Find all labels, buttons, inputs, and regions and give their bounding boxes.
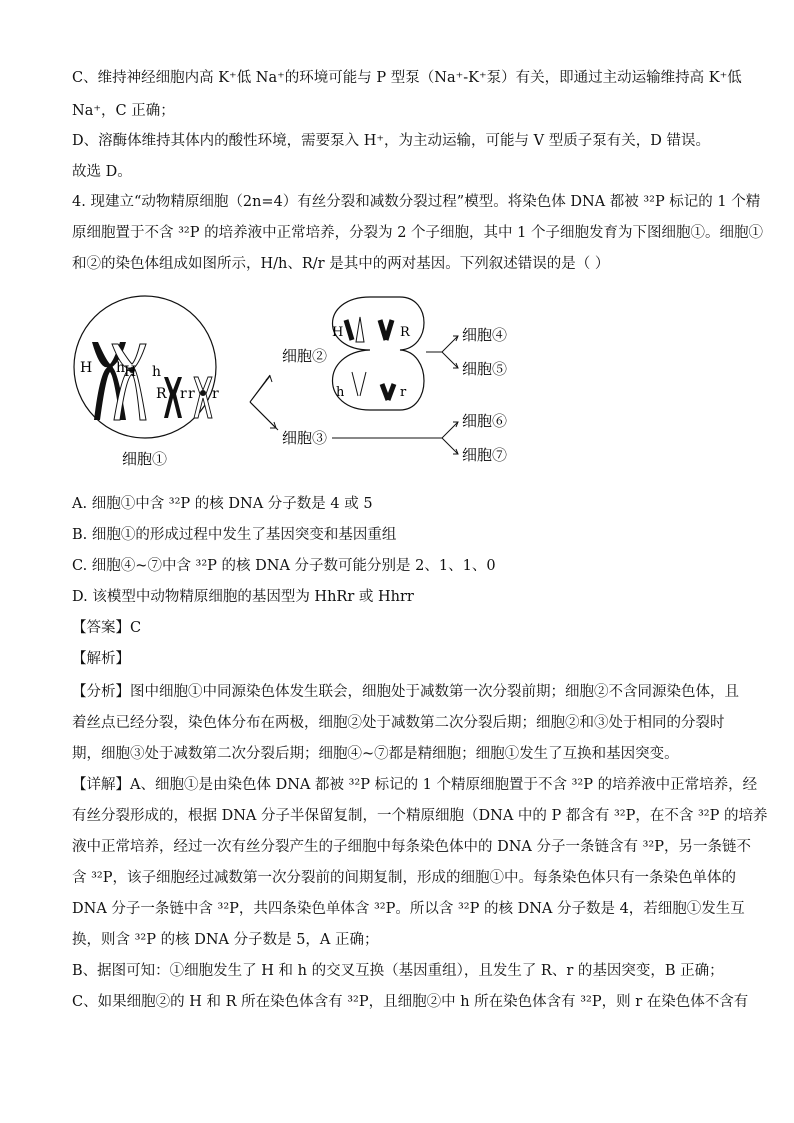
gene-r-label: r xyxy=(180,386,187,402)
text-line-1: C、维持神经细胞内高 K⁺低 Na⁺的环境可能与 P 型泵（Na⁺-K⁺泵）有关，即通过主动运输维持高 K⁺低 xyxy=(72,70,742,86)
cell-4-label: 细胞④ xyxy=(462,326,508,344)
analysis-line-3: 期，细胞③处于减数第二次分裂后期；细胞④~⑦都是精细胞；细胞①发生了互换和基因突变。 xyxy=(72,746,679,762)
cell-2-gene-R: R xyxy=(400,325,410,340)
gene-r-label-3: r xyxy=(212,386,219,402)
gene-H-label: H xyxy=(80,360,93,376)
cell-1-label: 细胞① xyxy=(122,450,168,468)
question-4-line-3: 和②的染色体组成如图所示，H/h、R/r 是其中的两对基因。下列叙述错误的是（ ） xyxy=(72,256,610,272)
gene-h-label: h xyxy=(116,360,126,376)
cell-6-label: 细胞⑥ xyxy=(462,412,508,430)
analysis-tag: 【解析】 xyxy=(72,651,130,667)
gene-R-label: R xyxy=(156,386,167,402)
cell-2-outline xyxy=(333,297,425,410)
cell-2-gene-H: H xyxy=(332,325,344,340)
option-b: B. 细胞①的形成过程中发生了基因突变和基因重组 xyxy=(72,527,397,543)
detail-line-3: 液中正常培养，经过一次有丝分裂产生的子细胞中每条染色体中的 DNA 分子一条链含有 ³²P，另一条链不 xyxy=(72,839,751,855)
cell-3-label: 细胞③ xyxy=(282,429,328,447)
cell-7-label: 细胞⑦ xyxy=(462,446,508,464)
answer-line: 【答案】C xyxy=(72,620,142,636)
cell-5-label: 细胞⑤ xyxy=(462,360,508,378)
detail-line-6: 换，则含 ³²P 的核 DNA 分子数是 5，A 正确； xyxy=(72,932,379,948)
question-4-line-1: 4. 现建立“动物精原细胞（2n=4）有丝分裂和减数分裂过程”模型。将染色体 DNA 都被 ³²P 标记的 1 个精 xyxy=(72,194,761,210)
option-d: D. 该模型中动物精原细胞的基因型为 HhRr 或 Hhrr xyxy=(72,589,414,605)
detail-line-1: 【详解】A、细胞①是由染色体 DNA 都被 ³²P 标记的 1 个精原细胞置于不含 ³²P 的培养液中正常培养，经 xyxy=(72,777,758,793)
cell-division-figure xyxy=(70,292,530,472)
detail-line-2: 有丝分裂形成的，根据 DNA 分子半保留复制，一个精原细胞（DNA 中的 P 都含有 ³²P，在不含 ³²P 的培养 xyxy=(72,808,768,824)
text-line-4: 故选 D。 xyxy=(72,164,132,180)
gene-H-label-2: H xyxy=(124,364,137,380)
analysis-line-1: 【分析】图中细胞①中同源染色体发生联会，细胞处于减数第一次分裂前期；细胞②不含同源染色体，且 xyxy=(72,684,739,700)
detail-line-5: DNA 分子一条链中含 ³²P，共四条染色单体含 ³²P。所以含 ³²P 的核 DNA 分子数是 4，若细胞①发生互 xyxy=(72,901,745,917)
gene-r-label-2: r xyxy=(188,386,195,402)
text-line-3: D、溶酶体维持其体内的酸性环境，需要泵入 H⁺，为主动运输，可能与 V 型质子泵有关，D 错误。 xyxy=(72,133,710,149)
text-line-2: Na⁺，C 正确； xyxy=(72,103,175,119)
question-4-line-2: 原细胞置于不含 ³²P 的培养液中正常培养，分裂为 2 个子细胞，其中 1 个子细胞发育为下图细胞①。细胞① xyxy=(72,225,763,241)
cell-1-chromosomes xyxy=(92,342,212,420)
detail-line-4: 含 ³²P，该子细胞经过减数第一次分裂前的间期复制，形成的细胞①中。每条染色体只有一条染色单体的 xyxy=(72,870,736,886)
detail-line-8: C、如果细胞②的 H 和 R 所在染色体含有 ³²P，且细胞②中 h 所在染色体含有 ³²P，则 r 在染色体不含有 xyxy=(72,994,749,1010)
cell-2-gene-h: h xyxy=(336,385,345,400)
option-a: A. 细胞①中含 ³²P 的核 DNA 分子数是 4 或 5 xyxy=(72,496,373,512)
analysis-line-2: 着丝点已经分裂，染色体分布在两极，细胞②处于减数第二次分裂后期；细胞②和③处于相同的分裂时 xyxy=(72,715,725,731)
gene-h-label-2: h xyxy=(152,364,162,380)
cell-2-label: 细胞② xyxy=(282,347,328,365)
detail-line-7: B、据图可知：①细胞发生了 H 和 h 的交叉互换（基因重组），且发生了 R、r 的基因突变，B 正确； xyxy=(72,963,724,979)
cell-2-chromosomes xyxy=(346,317,394,400)
option-c: C. 细胞④~⑦中含 ³²P 的核 DNA 分子数可能分别是 2、1、1、0 xyxy=(72,558,496,574)
cell-2-gene-r: r xyxy=(400,385,407,400)
